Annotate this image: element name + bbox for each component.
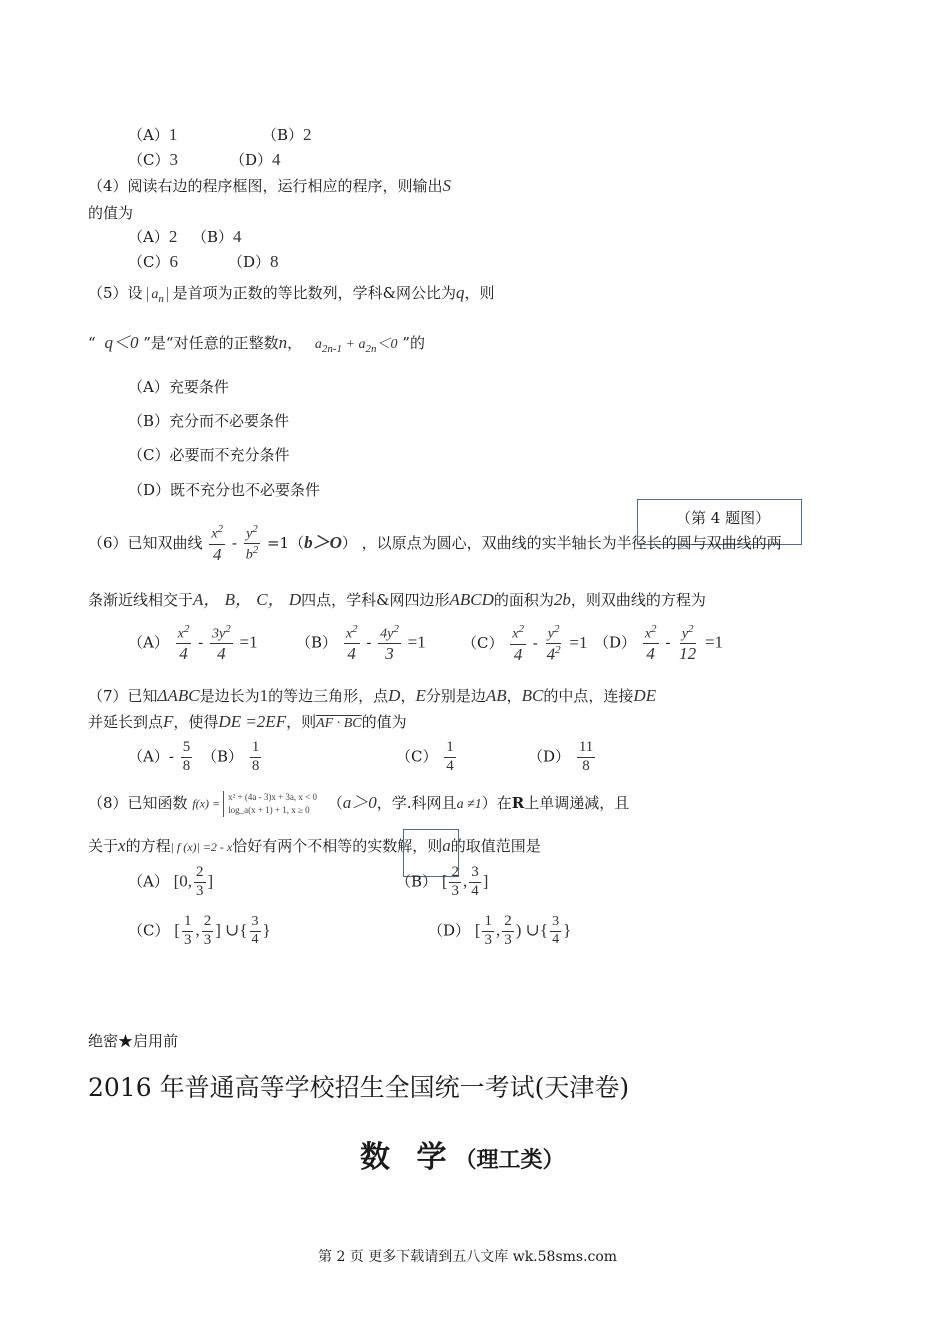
q8-option-a: （A） [0, $\frac{2}{3}$ ]: [128, 864, 214, 899]
q5-option-a: （A）充要条件: [128, 378, 229, 396]
q4-option-b: （B）4: [192, 227, 242, 246]
q6-option-b: （B） $\frac{x^2}{4}$ - $\frac{4y^2}{3}$ =1: [296, 623, 426, 664]
q8-option-b: （B） [ $\frac{2}{3}$ , $\frac{3}{4}$ ]: [396, 864, 489, 899]
exam-title: 2016 年普通高等学校招生全国统一考试(天津卷): [88, 1073, 630, 1102]
q3-option-a: （A）1: [128, 125, 178, 144]
q6-option-a: （A） $\frac{x^2}{4}$ - $\frac{3y^2}{4}$ =1: [128, 623, 258, 664]
q4-option-a: （A）2: [128, 227, 178, 246]
subject-title: 数 学（理工类）: [360, 1140, 565, 1175]
figure-label: （第 4 题图）: [676, 509, 771, 527]
q4-option-d: （D）8: [228, 252, 279, 271]
q4-stem: （4）阅读右边的程序框图，运行相应的程序，则输出S: [88, 176, 452, 195]
q3-option-b: （B）2: [262, 125, 312, 144]
q6-option-d: （D） $\frac{x^2}{4}$ - $\frac{y^2}{12}$ =1: [594, 623, 724, 664]
q7-option-c: （C） $\frac{1}{4}$: [396, 739, 454, 774]
q6-option-c: （C） $\frac{x^2}{4}$ - $\frac{y^2}{4^2}$ =1: [462, 623, 588, 664]
q5-option-b: （B）充分而不必要条件: [128, 412, 290, 430]
q5-option-c: （C）必要而不充分条件: [128, 446, 290, 464]
secret-label: 绝密★启用前: [88, 1032, 179, 1050]
q7-option-b: （B） $\frac{1}{8}$: [202, 739, 260, 774]
q8-option-d: （D） [ $\frac{1}{3}$ , $\frac{2}{3}$ ) ∪{ $\frac{3}{4}$ }: [428, 913, 572, 948]
q3-option-c: （C）3: [128, 150, 178, 169]
q8-option-c: （C） [ $\frac{1}{3}$ , $\frac{2}{3}$ ] ∪{ $\frac{3}{4}$ }: [128, 913, 271, 948]
q7-stem: （7）已知ΔABC是边长为1的等边三角形，点D，E分别是边AB，BC的中点，连接DE: [88, 686, 657, 705]
q7-option-d: （D） $\frac{11}{8}$: [528, 739, 594, 774]
q4-stem-cont: 的值为: [88, 204, 134, 222]
q8-stem: （8）已知函数 f(x) = x² + (4a - 3)x + 3a, x < 0 log_a(x + 1) + 1, x ≥ 0 （a＞0，学.科网且a ≠1）在R上单调递减，且: [88, 792, 630, 815]
q6-stem: （6）已知双曲线 $\frac{x^2}{4}$ - $\frac{y^2}{b^2}$ =1（b＞O） ，以原点为圆心，双曲线的实半轴长为半径长的圆与双曲线的两: [88, 523, 782, 564]
q7-stem-cont: 并延长到点F，使得DE =2EF，则AF · BC的值为: [88, 712, 407, 731]
q5-stem-cont: “ q＜0 ”是“对任意的正整数n， $a_{2n-1} + a_{2n}<0$ ”的: [88, 333, 425, 355]
q5-option-d: （D）既不充分也不必要条件: [128, 481, 321, 499]
q5-stem: （5）设 $a_n$ 是首项为正数的等比数列，学科&网公比为q，则: [88, 283, 495, 305]
q3-option-d: （D）4: [230, 150, 281, 169]
q4-option-c: （C）6: [128, 252, 178, 271]
page-footer: 第 2 页 更多下载请到五八文库 wk.58sms.com: [318, 1249, 618, 1265]
q7-option-a: （A）- $\frac{5}{8}$: [128, 739, 191, 774]
q6-stem-cont: 条渐近线相交于A， B， C， D四点，学科&网四边形ABCD的面积为2b，则双曲线的方程为: [88, 590, 706, 609]
q8-stem-cont: 关于x的方程| f (x)| =2 - x恰好有两个不相等的实数解，则a的取值范围是: [88, 836, 541, 855]
